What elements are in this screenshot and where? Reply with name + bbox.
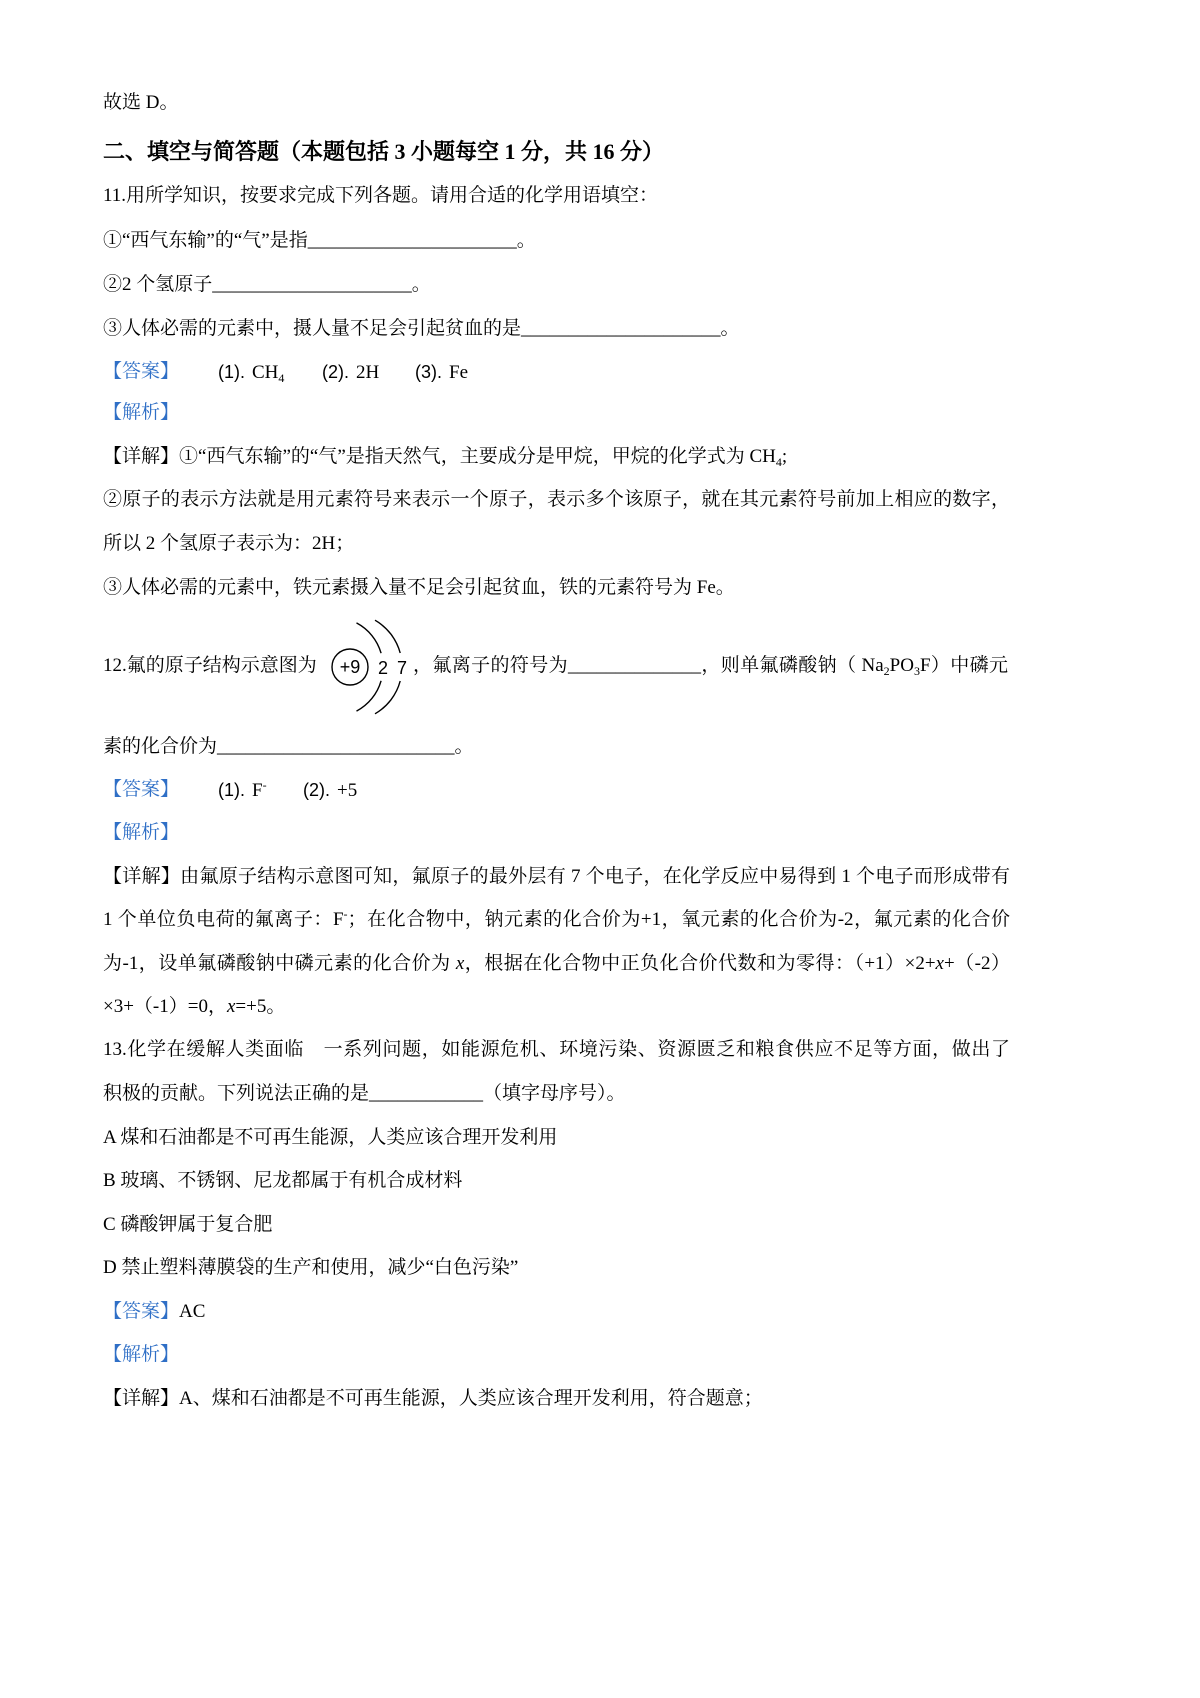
q13-option-d: D 禁止塑料薄膜袋的生产和使用，减少“白色污染” bbox=[103, 1257, 519, 1278]
detail-label: 【详解】 bbox=[103, 1388, 180, 1409]
subscript: 4 bbox=[278, 371, 285, 385]
superscript: - bbox=[262, 778, 267, 792]
q12-detail-line-4 bbox=[103, 994, 285, 1020]
q12-answer bbox=[103, 777, 358, 803]
fluorine-atom-structure-diagram bbox=[322, 617, 414, 719]
detail-text: 由氟原子结构示意图可知，氟原子的最外层有 7 个电子，在化学反应中易得到 1 个电子而形成带有 bbox=[180, 866, 1010, 887]
detail-text: 为-1，设单氟磷酸钠中磷元素的化合价为 bbox=[103, 953, 456, 974]
superscript: - bbox=[343, 907, 348, 921]
q11-analysis-label: 【解析】 bbox=[103, 402, 180, 423]
answer-value: +5 bbox=[337, 780, 358, 801]
prev-question-conclusion: 故选 D。 bbox=[103, 92, 179, 113]
q12-detail-line-3 bbox=[103, 951, 1010, 977]
q12-stem-before-diagram: 12.氟的原子结构示意图为 bbox=[103, 655, 317, 676]
answer-value: AC bbox=[179, 1301, 206, 1322]
detail-text: +（-2） bbox=[943, 953, 1010, 974]
answer-label: 【答案】 bbox=[103, 361, 180, 382]
q11-answer bbox=[103, 359, 468, 385]
q11-detail-line-3: 所以 2 个氢原子表示为：2H； bbox=[103, 533, 355, 554]
answer-part-2 bbox=[322, 359, 379, 386]
q11-item-3: ③人体必需的元素中，摄人量不足会引起贫血的是_____________________。 bbox=[103, 318, 740, 339]
section-heading: 二、填空与简答题（本题包括 3 小题每空 1 分，共 16 分） bbox=[103, 139, 665, 164]
variable-x: x bbox=[226, 996, 236, 1017]
answer-label: 【答案】 bbox=[103, 779, 180, 800]
shell-1-electrons: 2 bbox=[377, 658, 389, 678]
answer-value: Fe bbox=[449, 362, 468, 383]
answer-value: F bbox=[252, 780, 263, 801]
answer-number: (1). bbox=[218, 362, 245, 382]
answer-value: CH bbox=[252, 362, 279, 383]
detail-text: ①“西气东输”的“气”是指天然气，主要成分是甲烷，甲烷的化学式为 CH bbox=[179, 446, 776, 467]
shell-1-arc-top bbox=[357, 623, 382, 653]
answer-value: 2H bbox=[356, 362, 380, 383]
q12-stem-line-2: 素的化合价为_________________________。 bbox=[103, 736, 474, 757]
detail-text-tail: ; bbox=[781, 446, 788, 467]
detail-text: 1 个单位负电荷的氟离子：F bbox=[103, 909, 344, 930]
answer-label: 【答案】 bbox=[103, 1301, 180, 1322]
q13-stem-line-2: 积极的贡献。下列说法正确的是____________（填字母序号）。 bbox=[103, 1083, 626, 1104]
answer-number: (2). bbox=[322, 362, 349, 382]
q13-stem-line-1: 13.化学在缓解人类面临 一系列问题，如能源危机、环境污染、资源匮乏和粮食供应不足等方面，做出了 bbox=[103, 1039, 1010, 1060]
q13-option-a: A 煤和石油都是不可再生能源，人类应该合理开发利用 bbox=[103, 1127, 558, 1148]
detail-text: ，根据在化合物中正负化合价代数和为零得：（+1）×2+ bbox=[464, 953, 936, 974]
shell-1-arc-bottom bbox=[357, 681, 382, 711]
answer-part-1 bbox=[218, 777, 267, 804]
q11-detail-line-4: ③人体必需的元素中，铁元素摄入量不足会引起贫血，铁的元素符号为 Fe。 bbox=[103, 577, 735, 598]
detail-label: 【详解】 bbox=[103, 866, 181, 887]
q12-detail-line-2 bbox=[103, 907, 1010, 933]
detail-text: A、煤和石油都是不可再生能源，人类应该合理开发利用，符合题意； bbox=[179, 1388, 763, 1409]
q11-detail-line-1 bbox=[103, 444, 787, 470]
variable-x: x bbox=[935, 953, 944, 974]
detail-text: ×3+（-1）=0， bbox=[103, 996, 227, 1017]
q12-detail-line-1 bbox=[103, 864, 1010, 890]
q11-stem: 11.用所学知识，按要求完成下列各题。请用合适的化学用语填空： bbox=[103, 185, 659, 206]
answer-part-1 bbox=[218, 359, 284, 386]
stem-text: PO bbox=[889, 655, 914, 676]
nucleus-charge: +9 bbox=[339, 657, 361, 677]
subscript: 4 bbox=[775, 455, 782, 469]
q11-item-2: ②2 个氢原子_____________________。 bbox=[103, 274, 431, 295]
answer-part-3 bbox=[415, 359, 468, 386]
q13-analysis-label: 【解析】 bbox=[103, 1344, 180, 1365]
stem-text: F）中磷元 bbox=[919, 655, 1008, 676]
q11-item-1: ①“西气东输”的“气”是指______________________。 bbox=[103, 230, 536, 251]
answer-part-2 bbox=[303, 777, 357, 804]
stem-text: ，氟离子的符号为______________，则单氟磷酸钠（ Na bbox=[413, 655, 884, 676]
subscript: 3 bbox=[913, 664, 920, 678]
subscript: 2 bbox=[883, 664, 890, 678]
q13-answer bbox=[103, 1299, 205, 1325]
q11-detail-line-2: ②原子的表示方法就是用元素符号来表示一个原子，表示多个该原子，就在其元素符号前加上相应的数字， bbox=[103, 489, 1010, 510]
answer-number: (2). bbox=[303, 780, 330, 800]
answer-number: (1). bbox=[218, 780, 245, 800]
answer-number: (3). bbox=[415, 362, 442, 382]
detail-label: 【详解】 bbox=[103, 446, 180, 467]
detail-text: ；在化合物中，钠元素的化合价为+1，氧元素的化合价为-2，氟元素的化合价 bbox=[347, 909, 1011, 930]
q13-detail-line-1 bbox=[103, 1386, 763, 1412]
q13-option-c: C 磷酸钾属于复合肥 bbox=[103, 1214, 273, 1235]
q12-stem-after-diagram bbox=[413, 653, 1008, 679]
shell-2-electrons: 7 bbox=[396, 658, 408, 678]
q12-analysis-label: 【解析】 bbox=[103, 822, 180, 843]
variable-x: x bbox=[455, 953, 465, 974]
detail-text: =+5。 bbox=[235, 996, 286, 1017]
q13-option-b: B 玻璃、不锈钢、尼龙都属于有机合成材料 bbox=[103, 1170, 463, 1191]
